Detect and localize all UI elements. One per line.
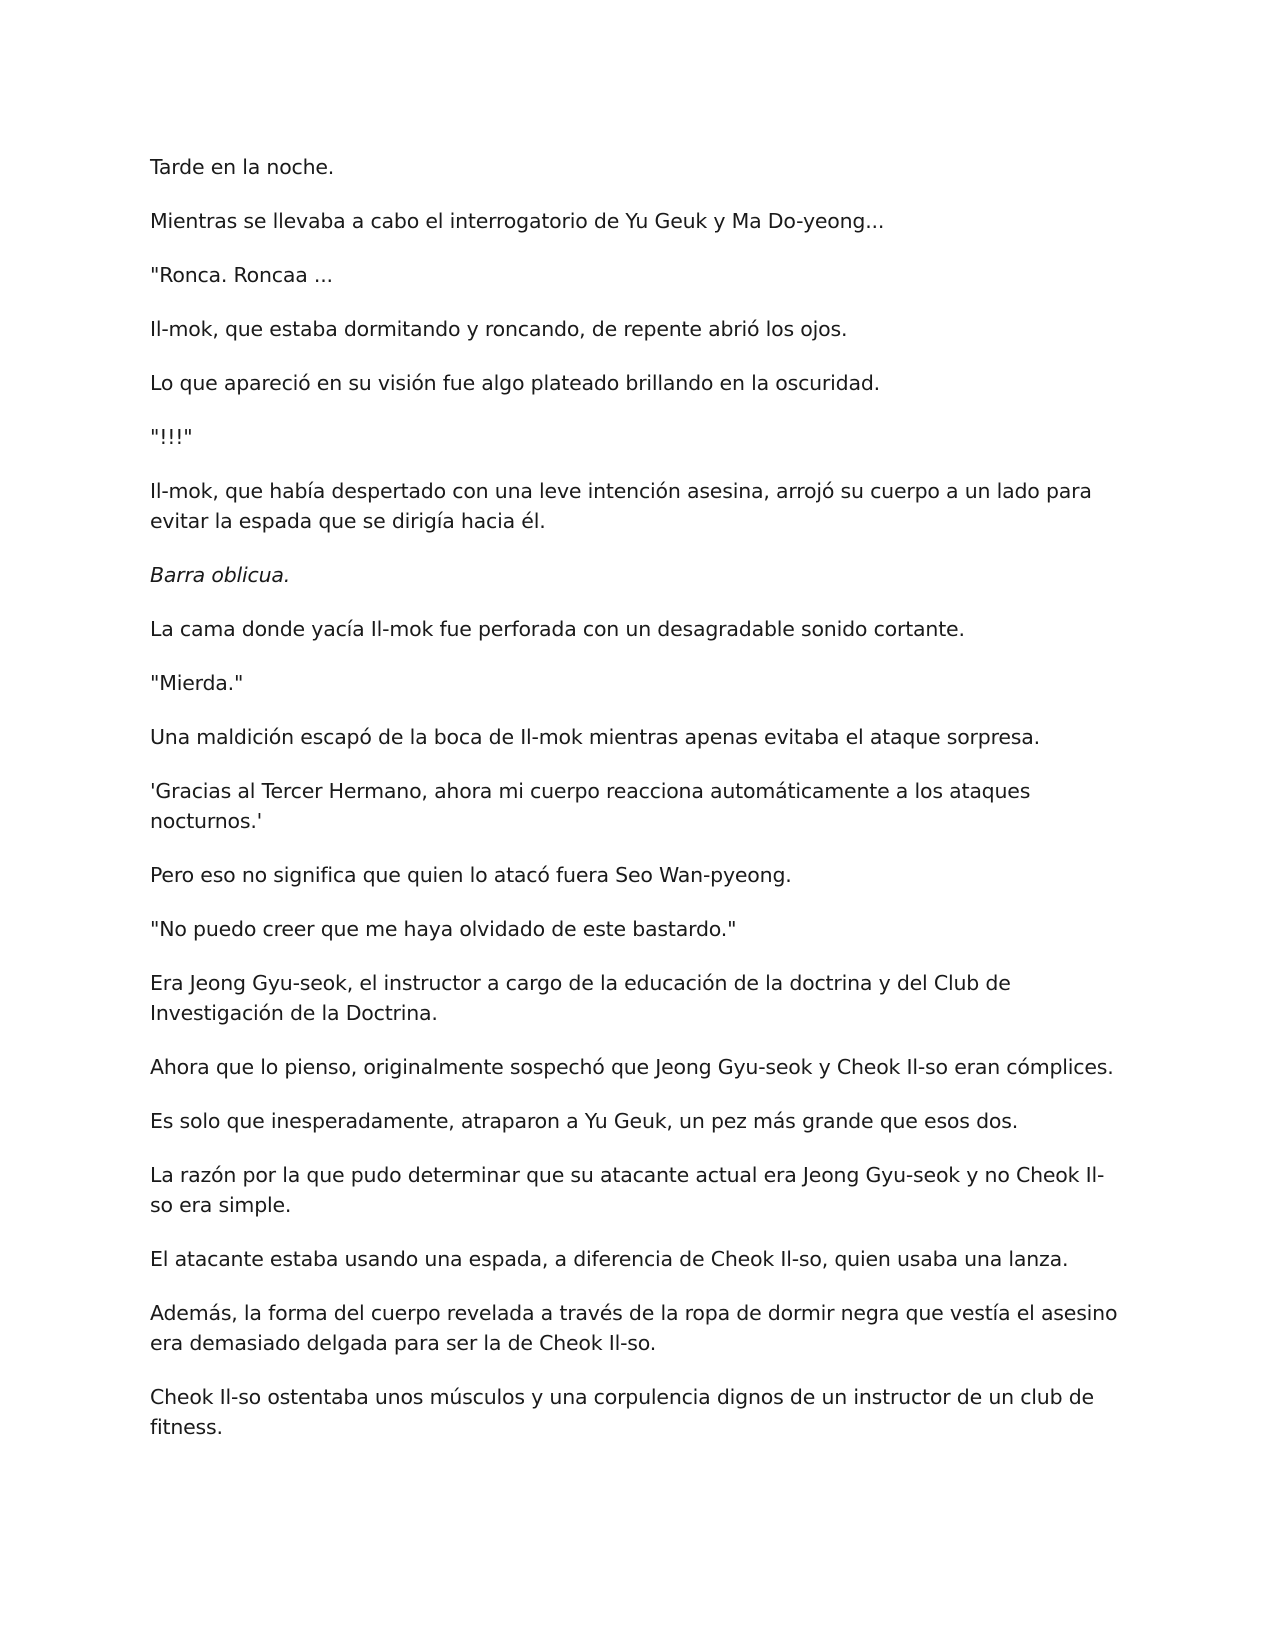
paragraph: Il-mok, que estaba dormitando y roncando, de repente abrió los ojos. bbox=[150, 317, 848, 341]
paragraph: "Mierda." bbox=[150, 671, 244, 695]
paragraph: Ahora que lo pienso, originalmente sospechó que Jeong Gyu-seok y Cheok Il-so eran cómplices. bbox=[150, 1055, 1114, 1079]
paragraph: Además, la forma del cuerpo revelada a través de la ropa de dormir negra que vestía el asesino era demasiado delgada para ser la de Cheok Il-so. bbox=[150, 1301, 1118, 1355]
document-body bbox=[150, 152, 1125, 1466]
paragraph: Lo que apareció en su visión fue algo plateado brillando en la oscuridad. bbox=[150, 371, 880, 395]
paragraph: Cheok Il-so ostentaba unos músculos y una corpulencia dignos de un instructor de un club de fitness. bbox=[150, 1385, 1094, 1439]
paragraph: Pero eso no significa que quien lo atacó fuera Seo Wan-pyeong. bbox=[150, 863, 792, 887]
paragraph: Tarde en la noche. bbox=[150, 155, 335, 179]
paragraph: Barra oblicua. bbox=[150, 563, 291, 587]
paragraph: "!!!" bbox=[150, 425, 193, 449]
paragraph: Es solo que inesperadamente, atraparon a Yu Geuk, un pez más grande que esos dos. bbox=[150, 1109, 1019, 1133]
paragraph: 'Gracias al Tercer Hermano, ahora mi cuerpo reacciona automáticamente a los ataques nocturnos.' bbox=[150, 779, 1031, 833]
paragraph: "Ronca. Roncaa ... bbox=[150, 263, 333, 287]
paragraph: Una maldición escapó de la boca de Il-mok mientras apenas evitaba el ataque sorpresa. bbox=[150, 725, 1040, 749]
paragraph: El atacante estaba usando una espada, a diferencia de Cheok Il-so, quien usaba una lanza. bbox=[150, 1247, 1069, 1271]
paragraph: "No puedo creer que me haya olvidado de este bastardo." bbox=[150, 917, 737, 941]
paragraph: La razón por la que pudo determinar que su atacante actual era Jeong Gyu-seok y no Cheok Il-so era simple. bbox=[150, 1163, 1105, 1217]
paragraph: Mientras se llevaba a cabo el interrogatorio de Yu Geuk y Ma Do-yeong... bbox=[150, 209, 885, 233]
paragraph: La cama donde yacía Il-mok fue perforada con un desagradable sonido cortante. bbox=[150, 617, 965, 641]
paragraph: Era Jeong Gyu-seok, el instructor a cargo de la educación de la doctrina y del Club de Investigación de la Doctrina. bbox=[150, 971, 1011, 1025]
paragraph: Il-mok, que había despertado con una leve intención asesina, arrojó su cuerpo a un lado para evitar la espada que se dirigía hacia él. bbox=[150, 479, 1092, 533]
